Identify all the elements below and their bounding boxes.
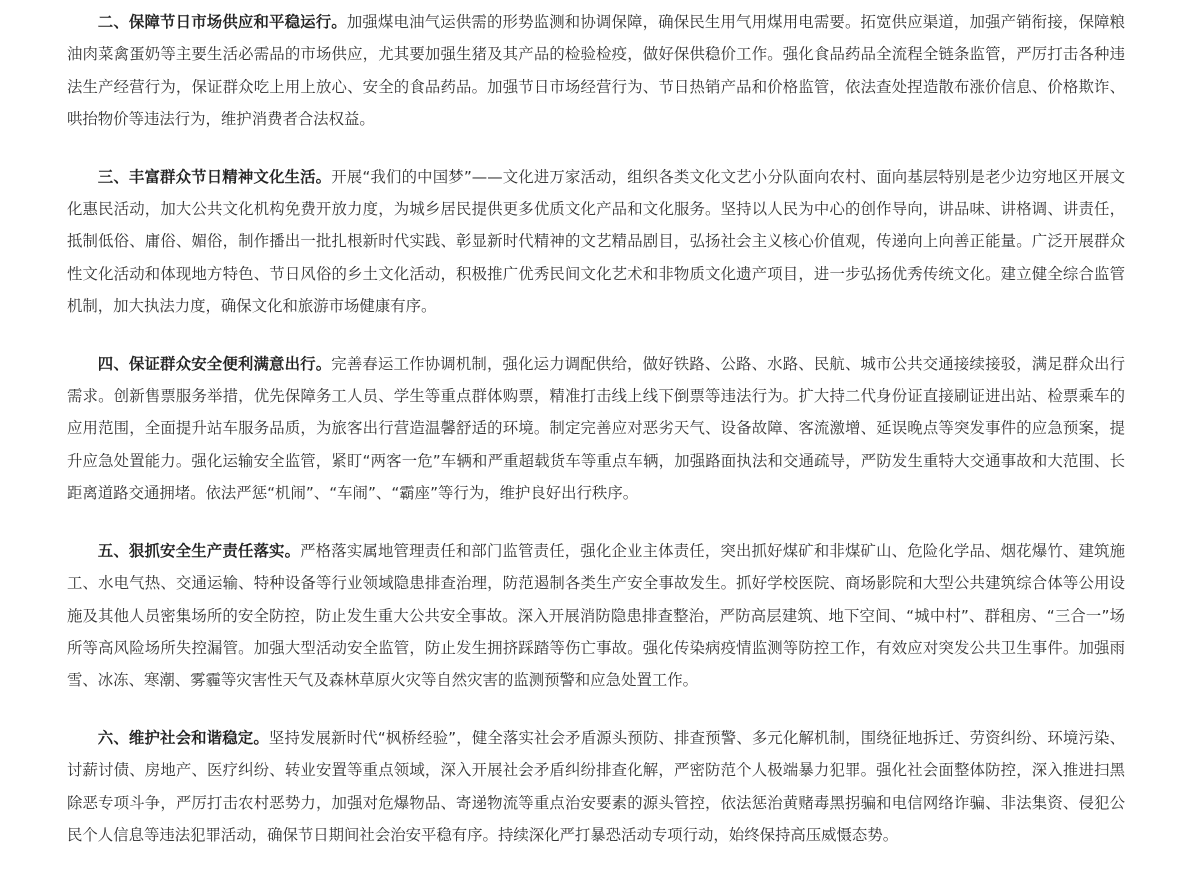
section-text: 完善春运工作协调机制，强化运力调配供给，做好铁路、公路、水路、民航、城市公共交通接续接驳，满足群众出行需求。创新售票服务举措，优先保障务工人员、学生等重点群体购票，精准打击线上线下倒票等违法行为。扩大持二代身份证直接刷证进出站、检票乘车的应用范围，全面提升站车服务品质，为旅客出行营造温馨舒适的环境。制定完善应对恶劣天气、设备故障、客流激增、延误晚点等突发事件的应急预案，提升应急处置能力。强化运输安全监管，紧盯“两客一危”车辆和严重超载货车等重点车辆，加强路面执法和交通疏导，严防发生重特大交通事故和大范围、长距离道路交通拥堵。依法严惩“机闹”、“车闹”、“霸座”等行为，维护良好出行秩序。 xyxy=(67,354,1125,503)
section-market-supply xyxy=(67,6,1125,136)
section-safe-travel xyxy=(67,348,1125,510)
section-production-safety xyxy=(67,535,1125,697)
section-social-stability xyxy=(67,722,1125,852)
section-heading: 五、狠抓安全生产责任落实。 xyxy=(97,541,301,560)
section-text: 开展“我们的中国梦”——文化进万家活动，组织各类文化文艺小分队面向农村、面向基层特别是老少边穷地区开展文化惠民活动，加大公共文化机构免费开放力度，为城乡居民提供更多优质文化产品和文化服务。坚持以人民为中心的创作导向，讲品味、讲格调、讲责任，抵制低俗、庸俗、媚俗，制作播出一批扎根新时代实践、彰显新时代精神的文艺精品剧目，弘扬社会主义核心价值观，传递向上向善正能量。广泛开展群众性文化活动和体现地方特色、节日风俗的乡土文化活动，积极推广优秀民间文化艺术和非物质文化遗产项目，进一步弘扬优秀传统文化。建立健全综合监管机制，加大执法力度，确保文化和旅游市场健康有序。 xyxy=(67,167,1125,316)
section-text: 严格落实属地管理责任和部门监管责任，强化企业主体责任，突出抓好煤矿和非煤矿山、危险化学品、烟花爆竹、建筑施工、水电气热、交通运输、特种设备等行业领域隐患排查治理，防范遏制各类生产安全事故发生。抓好学校医院、商场影院和大型公共建筑综合体等公用设施及其他人员密集场所的安全防控，防止发生重大公共安全事故。深入开展消防隐患排查整治，严防高层建筑、地下空间、“城中村”、群租房、“三合一”场所等高风险场所失控漏管。加强大型活动安全监管，防止发生拥挤踩踏等伤亡事故。强化传染病疫情监测等防控工作，有效应对突发公共卫生事件。加强雨雪、冰冻、寒潮、雾霾等灾害性天气及森林草原火灾等自然灾害的监测预警和应急处置工作。 xyxy=(67,541,1125,690)
section-heading: 四、保证群众安全便利满意出行。 xyxy=(97,354,332,373)
section-heading: 三、丰富群众节日精神文化生活。 xyxy=(97,167,332,186)
article-body xyxy=(67,6,1125,876)
section-culture-life xyxy=(67,161,1125,323)
section-text: 坚持发展新时代“枫桥经验”，健全落实社会矛盾源头预防、排查预警、多元化解机制，围绕征地拆迁、劳资纠纷、环境污染、讨薪讨债、房地产、医疗纠纷、转业安置等重点领域，深入开展社会矛盾纠纷排查化解，严密防范个人极端暴力犯罪。强化社会面整体防控，深入推进扫黑除恶专项斗争，严厉打击农村恶势力，加强对危爆物品、寄递物流等重点治安要素的源头管控，依法惩治黄赌毒黑拐骗和电信网络诈骗、非法集资、侵犯公民个人信息等违法犯罪活动，确保节日期间社会治安平稳有序。持续深化严打暴恐活动专项行动，始终保持高压威慑态势。 xyxy=(67,728,1125,844)
section-heading: 二、保障节日市场供应和平稳运行。 xyxy=(97,13,347,31)
section-heading: 六、维护社会和谐稳定。 xyxy=(97,728,269,747)
section-text: 加强煤电油气运供需的形势监测和协调保障，确保民生用气用煤用电需要。拓宽供应渠道，加强产销衔接，保障粮油肉菜禽蛋奶等主要生活必需品的市场供应，尤其要加强生猪及其产品的检验检疫，做好保供稳价工作。强化食品药品全流程全链条监管，严厉打击各种违法生产经营行为，保证群众吃上用上放心、安全的食品药品。加强节日市场经营行为、节日热销产品和价格监管，依法查处捏造散布涨价信息、价格欺诈、哄抬物价等违法行为，维护消费者合法权益。 xyxy=(67,13,1125,129)
